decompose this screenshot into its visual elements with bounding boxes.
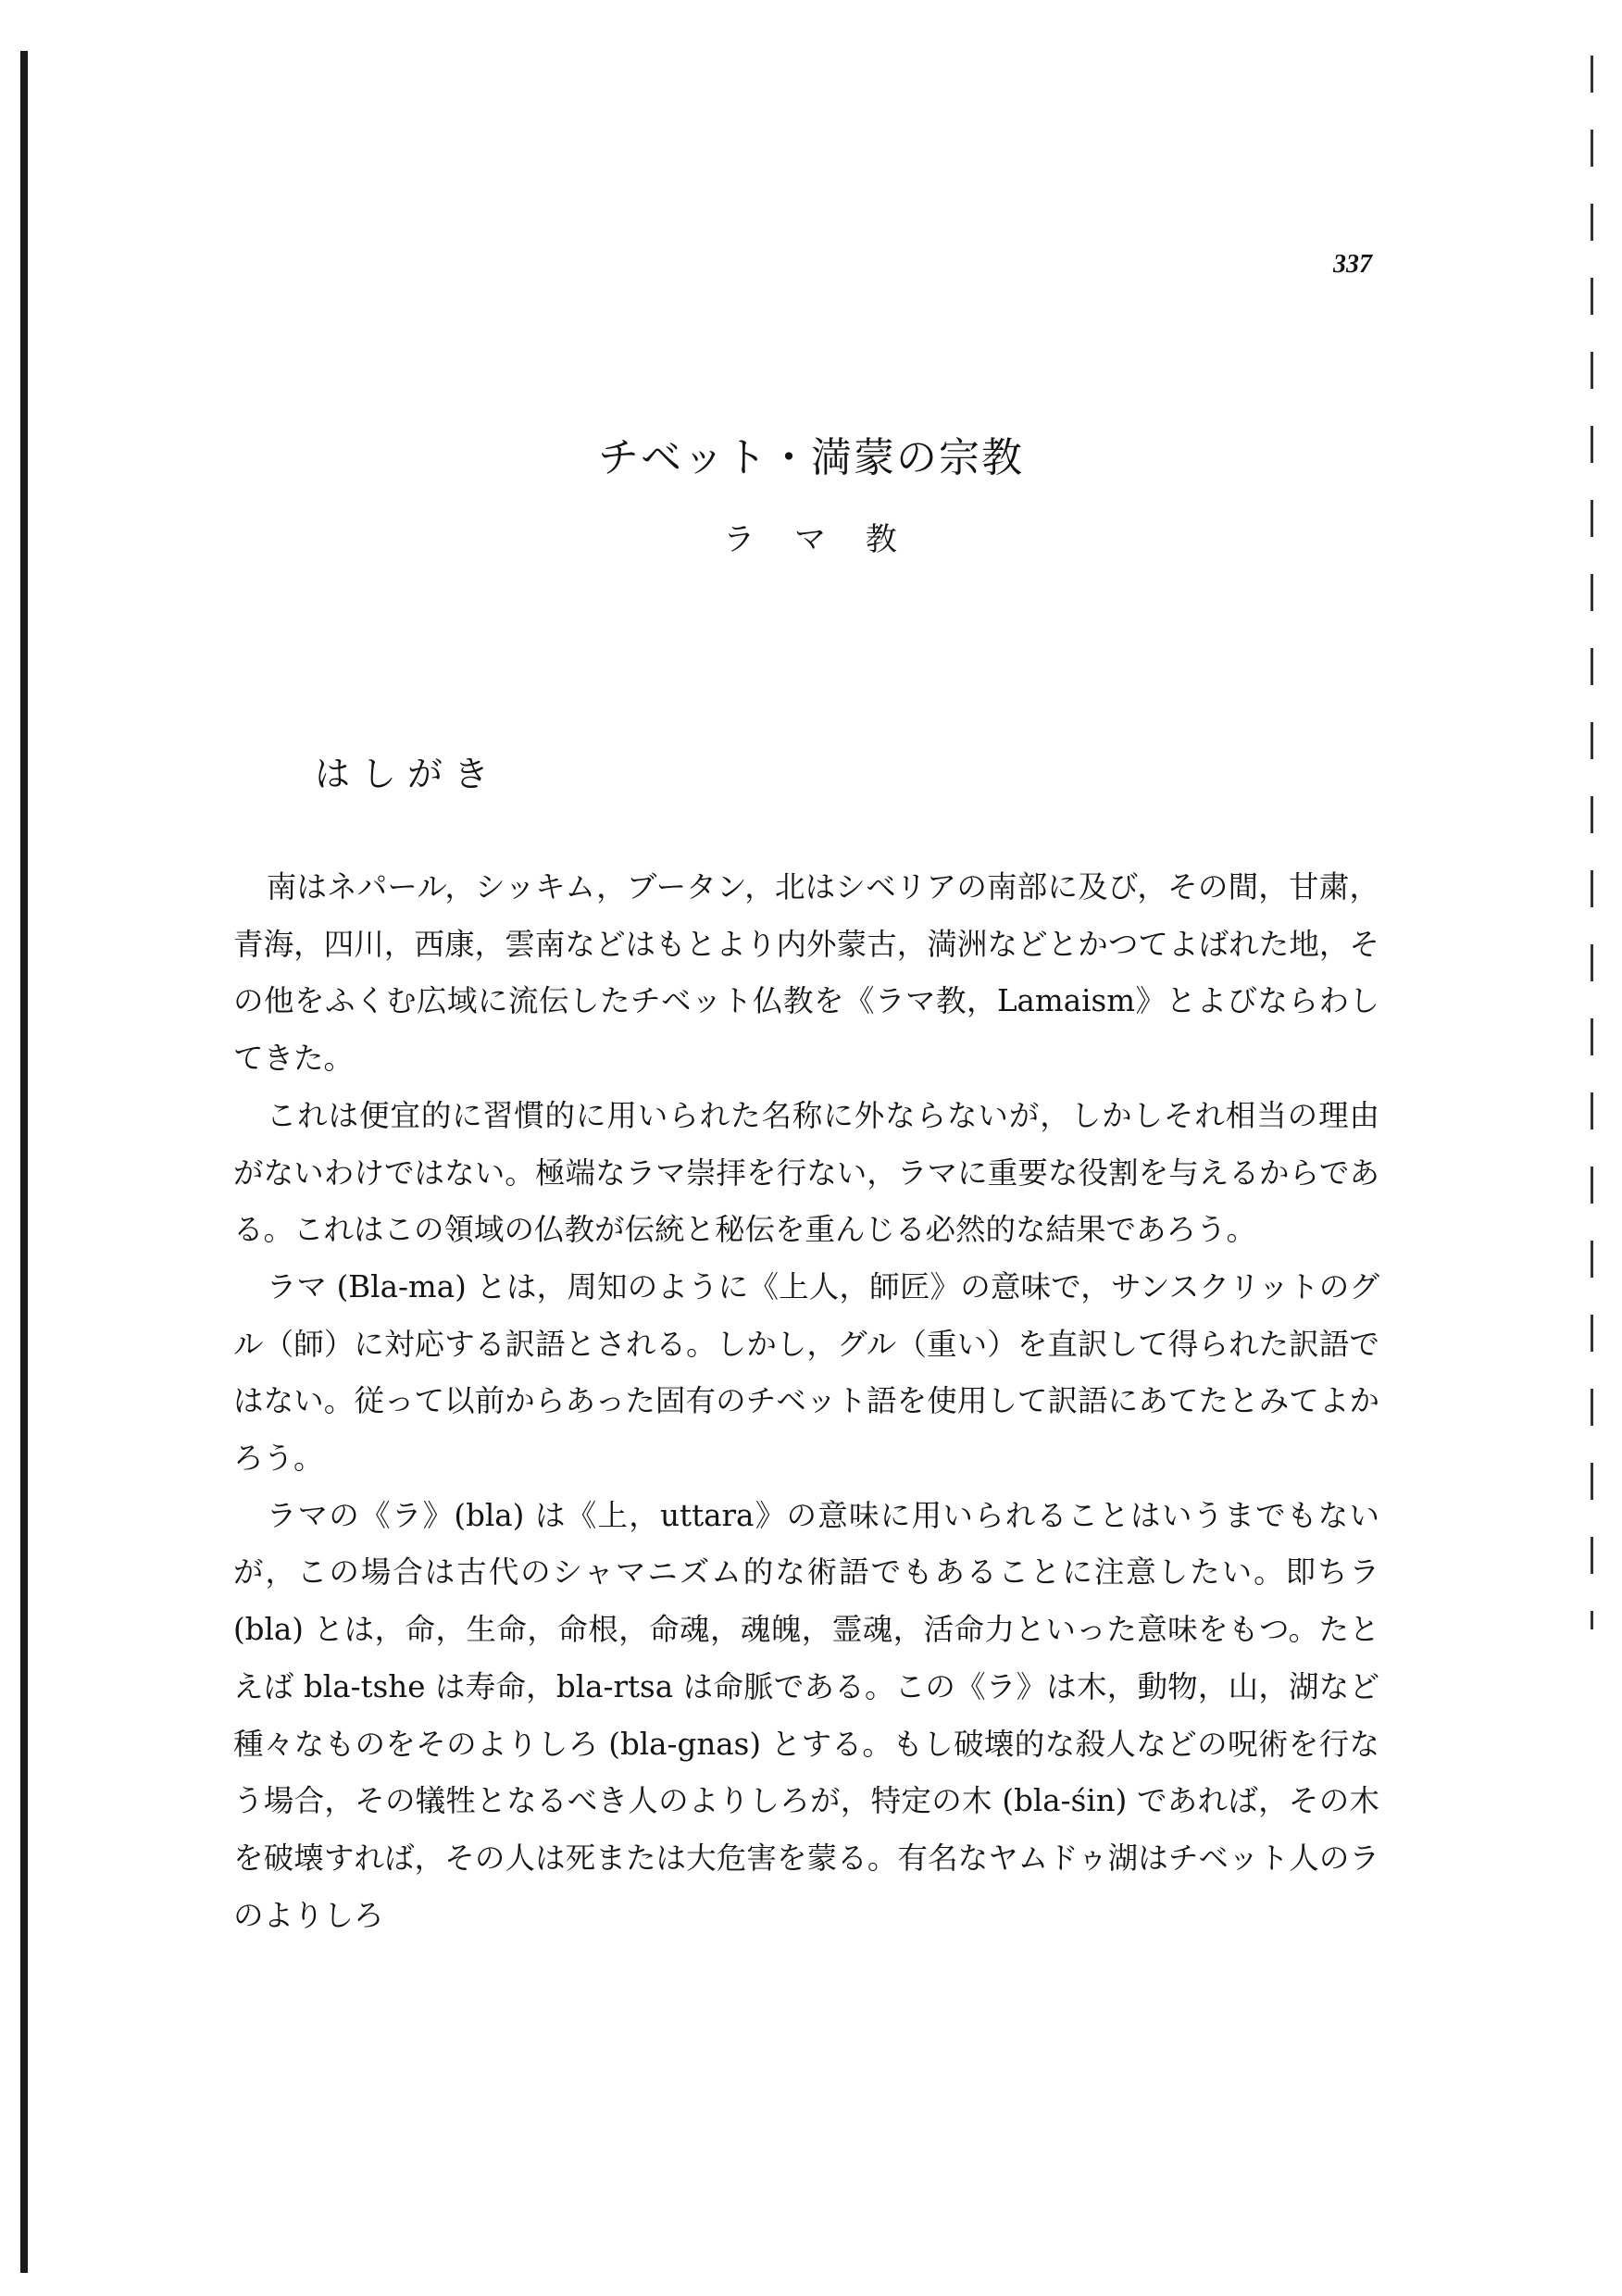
paragraph: ラマ (Bla-ma) とは，周知のように《上人，師匠》の意味で，サンスクリットのグル（師）に対応する訳語とされる。しかし，グル（重い）を直訳して得られた訳語ではない。従って以前からあった固有のチベット語を使用して訳語にあてたとみてよかろう。 [233, 1268, 1379, 1477]
section-heading: はしがき [315, 754, 501, 794]
paragraph: これは便宜的に習慣的に用いられた名称に外ならないが，しかしそれ相当の理由がないわけではない。極端なラマ崇拝を行ない，ラマに重要な役割を与えるからである。これはこの領域の仏教が伝統と秘伝を重んじる必然的な結果であろう。 [233, 1097, 1379, 1248]
scan-edge-left [20, 51, 28, 2273]
paragraph: ラマの《ラ》(bla) は《上，uttara》の意味に用いられることはいうまでもないが，この場合は古代のシャマニズム的な術語でもあることに注意したい。即ちラ (bla) とは，命，生命，命根，命魂，魂魄，霊魂，活命力といった意味をもつ。たとえば bla-tshe は寿命，bla-rtsa は命脈である。この《ラ》は木，動物，山，湖など種々なものをそのよりしろ (bla-gnas) とする。もし破壊的な殺人などの呪術を行なう場合，その犠牲となるべき人のよりしろが，特定の木 (bla-śin) であれば，その木を破壊すれば，その人は死または大危害を蒙る。有名なヤムドゥ湖はチベット人のラのよりしろ [233, 1497, 1379, 1933]
page-number: 337 [1333, 250, 1372, 279]
page-title: チベット・満蒙の宗教 [598, 434, 1024, 481]
page-subtitle: ラ マ 教 [723, 521, 899, 558]
scan-edge-right [1591, 56, 1593, 1629]
paragraph: 南はネパール，シッキム，ブータン，北はシベリアの南部に及び，その間，甘粛，青海，四川，西康，雲南などはもとより内外蒙古，満洲などとかつてよばれた地，その他をふくむ広域に流伝したチベット仏教を《ラマ教，Lamaism》とよびならわしてきた。 [233, 869, 1379, 1077]
body-text [233, 859, 1379, 1944]
